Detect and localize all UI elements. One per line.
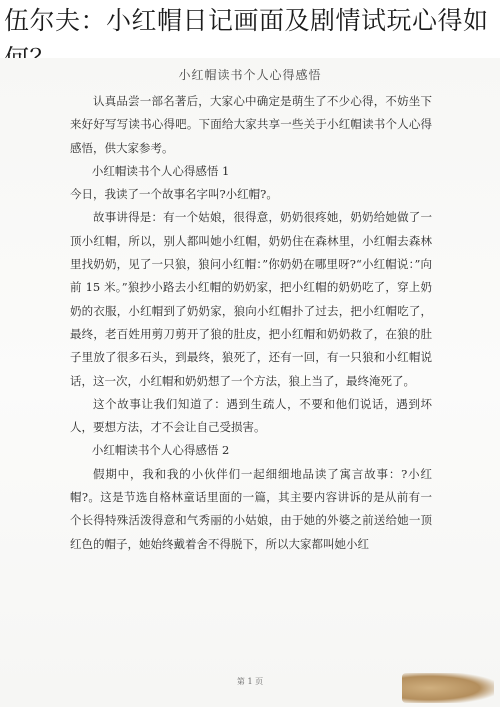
section-1-paragraph-1: 今日，我读了一个故事名字叫?小红帽?。 bbox=[70, 187, 278, 202]
intro-paragraph: 认真品尝一部名著后，大家心中确定是萌生了不少心得，不妨坐下来好好写写读书心得吧。下面给大家共享一些关于小红帽读书个人心得感悟，供大家参考。 bbox=[70, 94, 432, 155]
document-body bbox=[70, 90, 432, 556]
watermark-logo bbox=[402, 673, 494, 703]
document-title: 小红帽读书个人心得感悟 bbox=[178, 68, 322, 82]
section-2-paragraph-1: 假期中，我和我的小伙伴们一起细细地品读了寓言故事：?小红帽?。这是节选自格林童话里面的一篇，其主要内容讲诉的是从前有一个长得特殊活泼得意和气秀丽的小姑娘，由于她的外婆之前送给她一顶红色的帽子，她始终戴着舍不得脱下，所以大家都叫她小红 bbox=[70, 466, 432, 551]
page-number: 第 1 页 bbox=[236, 677, 264, 686]
section-2-heading: 小红帽读书个人心得感悟 2 bbox=[91, 443, 230, 458]
section-1-heading: 小红帽读书个人心得感悟 1 bbox=[91, 163, 230, 178]
document-scan bbox=[0, 58, 500, 707]
article-headline: 伍尔夫：小红帽日记画面及剧情试玩心得如 bbox=[4, 6, 489, 35]
section-1-paragraph-2: 故事讲得是：有一个姑娘，很得意，奶奶很疼她，奶奶给她做了一顶小红帽，所以，别人都叫她小红帽，奶奶住在森林里，小红帽去森林里找奶奶，见了一只狼，狼问小红帽：”你奶奶在哪里呀?“小红帽说：”向前 15 米。”狼抄小路去小红帽的奶奶家，把小红帽的奶奶吃了，穿上奶奶的衣服，小红帽到了奶奶家，狼向小红帽扑了过去，把小红帽吃了，最终，老百姓用剪刀剪开了狼的肚皮，把小红帽和奶奶救了，在狼的肚子里放了很多石头，到最终，狼死了，还有一回，有一只狼和小红帽说话，这一次，小红帽和奶奶想了一个方法，狼上当了，最终淹死了。 bbox=[70, 210, 432, 388]
section-1-paragraph-3: 这个故事让我们知道了：遇到生疏人，不要和他们说话，遇到坏人，要想方法，才不会让自己受损害。 bbox=[70, 396, 432, 435]
